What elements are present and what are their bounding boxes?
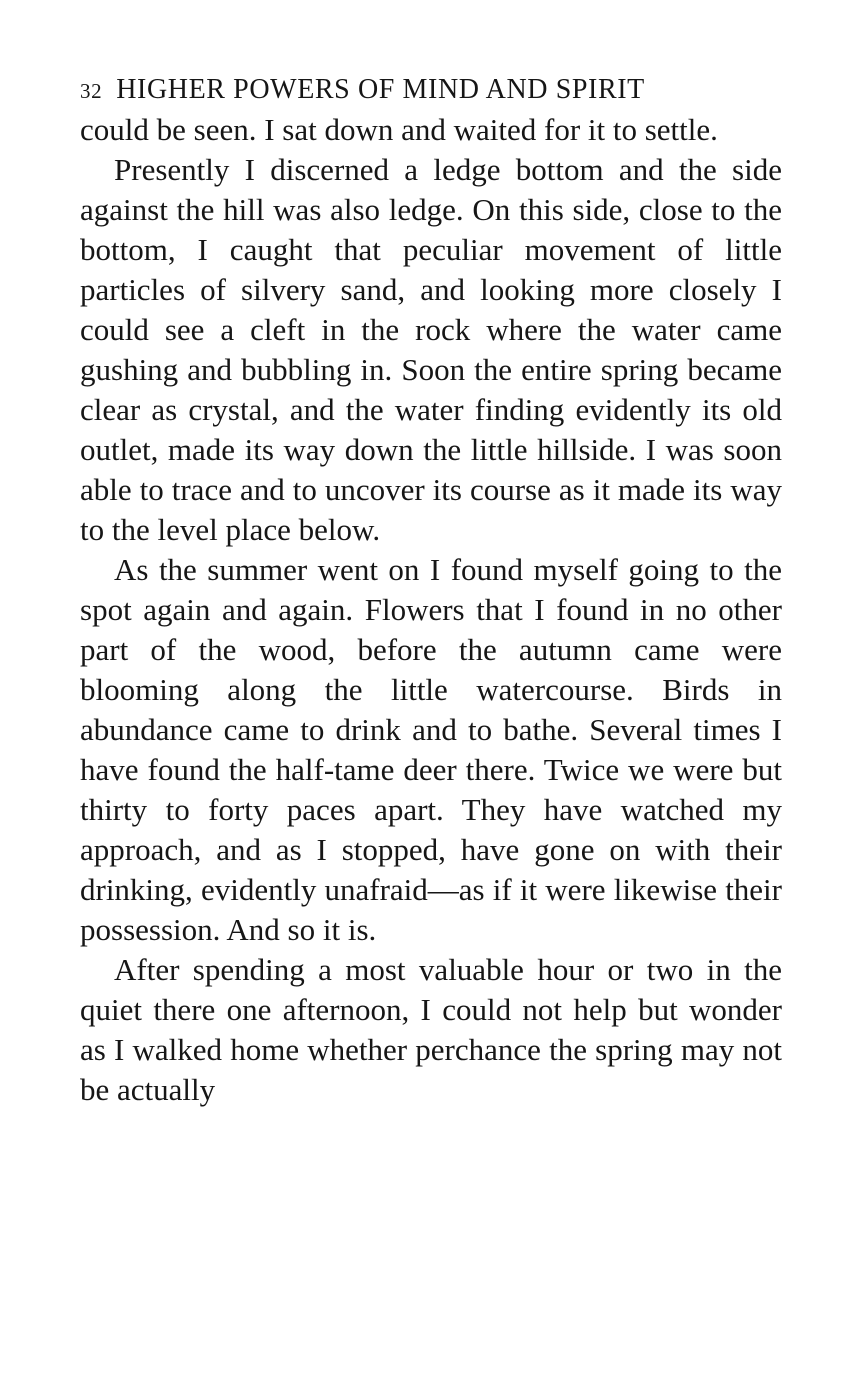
paragraph-afternoon: After spending a most valuable hour or two in the quiet there one afternoon, I could not help but wonder as I walked home whether perchance the spring may not be actually: [80, 952, 782, 1107]
page-number: 32: [80, 79, 103, 103]
book-page: [80, 70, 782, 1110]
running-title: HIGHER POWERS OF MIND AND SPIRIT: [116, 74, 645, 105]
text-body: [80, 110, 782, 1110]
running-head: [80, 70, 782, 110]
paragraph-ledge-bottom: Presently I discerned a ledge bottom and the side against the hill was also ledge. On this side, close to the bottom, I caught that peculiar movement of little particles of silvery sand, and looking more closely I could see a cleft in the rock where the water came gushing and bubbling in. Soon the entire spring became clear as crystal, and the water finding evidently its old outlet, made its way down the little hillside. I was soon able to trace and to uncover its course as it made its way to the level place below.: [80, 152, 782, 547]
paragraph-continuation: could be seen. I sat down and waited for it to settle.: [80, 112, 718, 147]
paragraph-summer: As the summer went on I found myself going to the spot again and again. Flowers that I found in no other part of the wood, before the autumn came were blooming along the little watercourse. Birds in abundance came to drink and to bathe. Several times I have found the half-tame deer there. Twice we were but thirty to forty paces apart. They have watched my approach, and as I stopped, have gone on with their drinking, evidently unafraid—as if it were likewise their possession. And so it is.: [80, 552, 782, 947]
